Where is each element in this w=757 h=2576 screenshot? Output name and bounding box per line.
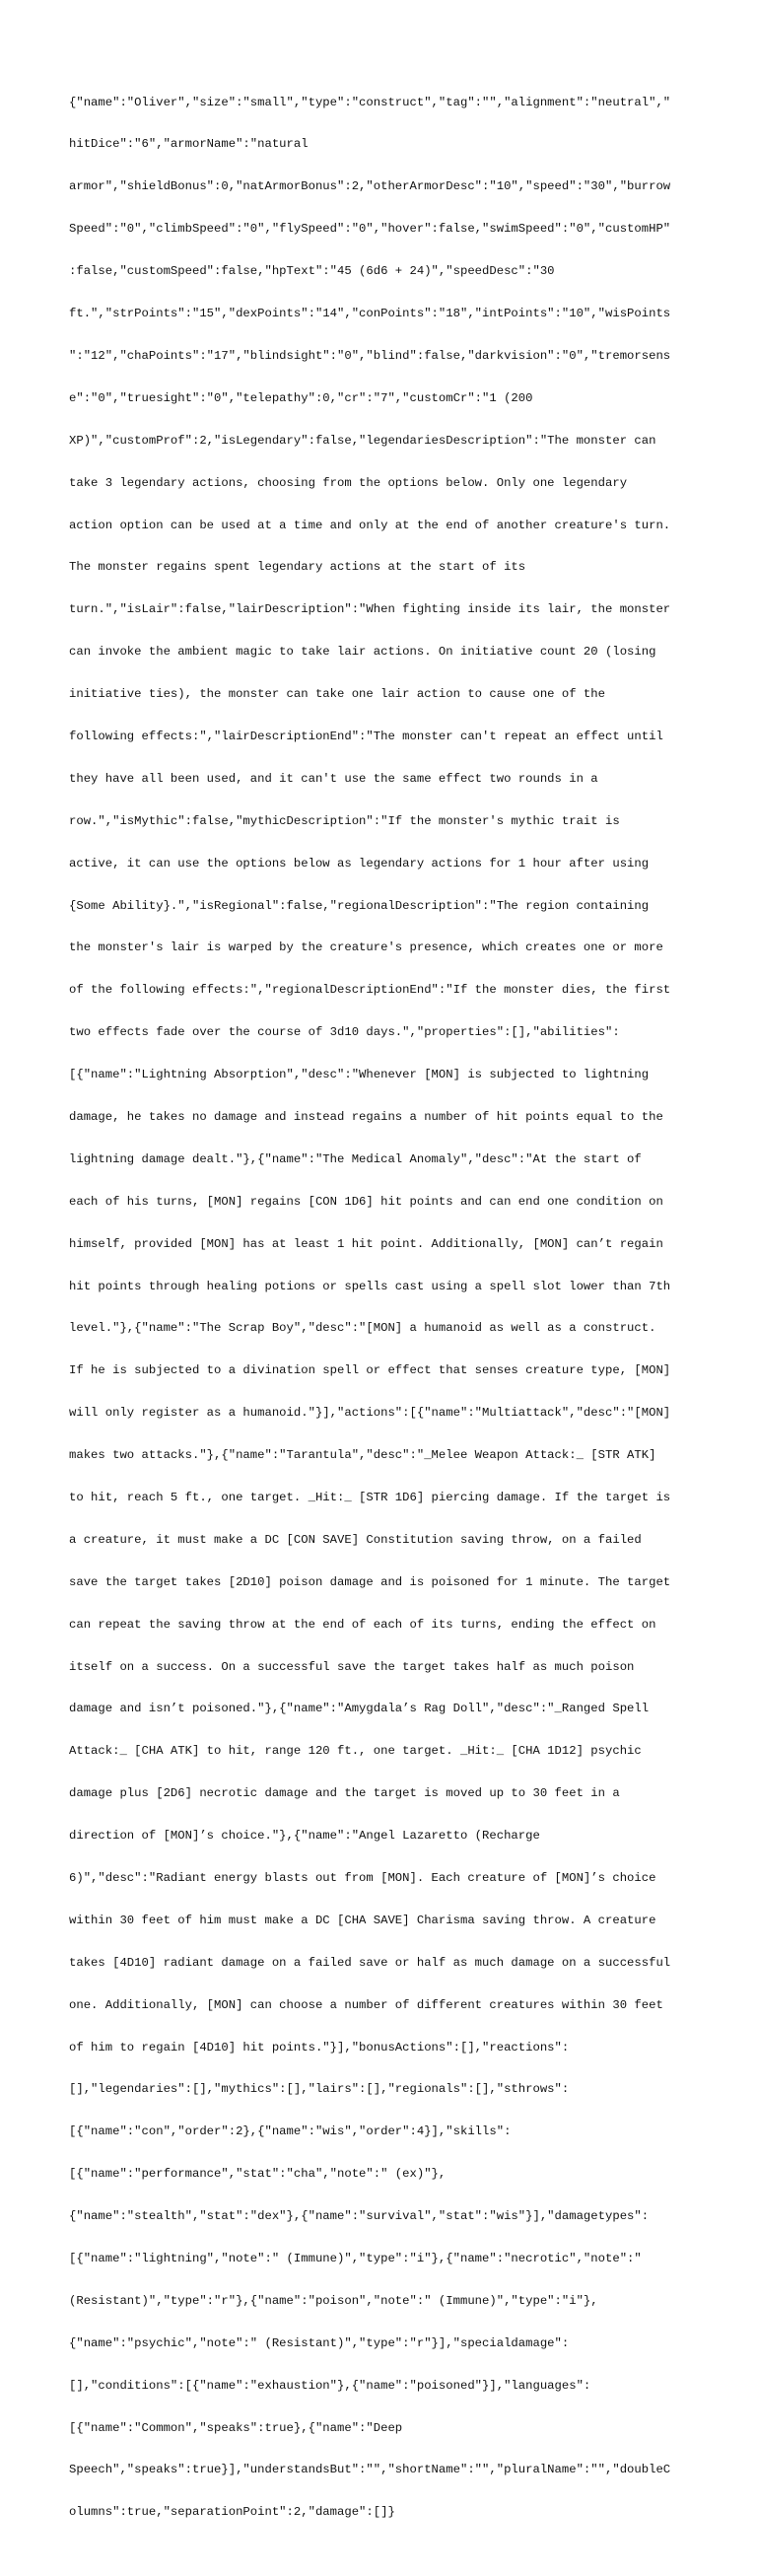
- text-line: to hit, reach 5 ft., one target. _Hit:_ [STR 1D6] piercing damage. If the target is: [69, 1490, 671, 1504]
- text-line: hitDice":"6","armorName":"natural: [69, 137, 309, 152]
- text-line: makes two attacks."},{"name":"Tarantula","desc":"_Melee Weapon Attack:_ [STR ATK]: [69, 1448, 656, 1463]
- text-line: a creature, it must make a DC [CON SAVE] Constitution saving throw, on a failed: [69, 1532, 642, 1547]
- text-line: Speech","speaks":true}],"understandsBut":"","shortName":"","pluralName":"","doubleC: [69, 2463, 671, 2477]
- text-line: row.","isMythic":false,"mythicDescription":"If the monster's mythic trait is: [69, 813, 620, 828]
- text-line: {Some Ability}.","isRegional":false,"regionalDescription":"The region containing: [69, 898, 650, 913]
- text-line: [],"conditions":[{"name":"exhaustion"},{"name":"poisoned"}],"languages":: [69, 2378, 591, 2393]
- text-line: (Resistant)","type":"r"},{"name":"poison","note":" (Immune)","type":"i"},: [69, 2293, 598, 2308]
- text-line: armor","shieldBonus":0,"natArmorBonus":2,"otherArmorDesc":"10","speed":"30","burrow: [69, 179, 671, 194]
- text-line: e":"0","truesight":"0","telepathy":0,"cr":"7","customCr":"1 (200: [69, 390, 533, 405]
- text-line: active, it can use the options below as legendary actions for 1 hour after using: [69, 856, 650, 870]
- text-line: olumns":true,"separationPoint":2,"damage":[]}: [69, 2505, 395, 2520]
- text-line: [{"name":"con","order":2},{"name":"wis","order":4}],"skills":: [69, 2124, 512, 2139]
- text-line: damage plus [2D6] necrotic damage and the target is moved up to 30 feet in a: [69, 1786, 620, 1801]
- text-line: of him to regain [4D10] hit points."}],"bonusActions":[],"reactions":: [69, 2040, 570, 2054]
- text-line: save the target takes [2D10] poison damage and is poisoned for 1 minute. The target: [69, 1574, 671, 1589]
- text-line: [69, 2547, 692, 2561]
- text-line: hit points through healing potions or spells cast using a spell slot lower than 7th: [69, 1279, 671, 1293]
- text-line: {"name":"stealth","stat":"dex"},{"name":"survival","stat":"wis"}],"damagetypes":: [69, 2209, 650, 2224]
- text-line: level."},{"name":"The Scrap Boy","desc":"[MON] a humanoid as well as a construct.: [69, 1321, 656, 1336]
- text-line: Attack:_ [CHA ATK] to hit, range 120 ft., one target. _Hit:_ [CHA 1D12] psychic: [69, 1744, 642, 1759]
- text-line: ":"12","chaPoints":"17","blindsight":"0","blind":false,"darkvision":"0","tremorsens: [69, 348, 671, 363]
- text-line: :false,"customSpeed":false,"hpText":"45 (6d6 + 24)","speedDesc":"30: [69, 264, 555, 279]
- text-line: direction of [MON]’s choice."},{"name":"Angel Lazaretto (Recharge: [69, 1829, 540, 1844]
- text-line: will only register as a humanoid."}],"actions":[{"name":"Multiattack","desc":"[MON]: [69, 1406, 671, 1421]
- text-line: action option can be used at a time and only at the end of another creature's turn.: [69, 518, 671, 532]
- text-line: {"name":"Oliver","size":"small","type":"construct","tag":"","alignment":"neutral",": [69, 95, 671, 109]
- text-line: [],"legendaries":[],"mythics":[],"lairs":[],"regionals":[],"sthrows":: [69, 2082, 570, 2097]
- text-line: 6)","desc":"Radiant energy blasts out from [MON]. Each creature of [MON]’s choice: [69, 1871, 656, 1885]
- text-line: initiative ties), the monster can take one lair action to cause one of the: [69, 687, 605, 702]
- text-line: [{"name":"Common","speaks":true},{"name":"Deep: [69, 2420, 403, 2435]
- text-line: take 3 legendary actions, choosing from the options below. Only one legendary: [69, 475, 628, 490]
- document-body: [69, 67, 692, 2576]
- text-line: of the following effects:","regionalDescriptionEnd":"If the monster dies, the first: [69, 983, 671, 998]
- text-line: XP)","customProf":2,"isLegendary":false,"legendariesDescription":"The monster can: [69, 433, 656, 448]
- text-line: one. Additionally, [MON] can choose a number of different creatures within 30 feet: [69, 1997, 663, 2012]
- text-line: within 30 feet of him must make a DC [CHA SAVE] Charisma saving throw. A creature: [69, 1913, 656, 1927]
- text-line: itself on a success. On a successful save the target takes half as much poison: [69, 1659, 635, 1674]
- text-line: himself, provided [MON] has at least 1 hit point. Additionally, [MON] can’t regain: [69, 1236, 663, 1251]
- text-line: damage, he takes no damage and instead regains a number of hit points equal to the: [69, 1109, 663, 1124]
- text-line: following effects:","lairDescriptionEnd":"The monster can't repeat an effect until: [69, 729, 663, 743]
- text-line: they have all been used, and it can't use the same effect two rounds in a: [69, 771, 598, 786]
- text-line: turn.","isLair":false,"lairDescription":"When fighting inside its lair, the monster: [69, 602, 671, 617]
- text-line: two effects fade over the course of 3d10 days.","properties":[],"abilities":: [69, 1025, 620, 1040]
- text-line: Speed":"0","climbSpeed":"0","flySpeed":"0","hover":false,"swimSpeed":"0","customHP": [69, 222, 671, 237]
- text-line: If he is subjected to a divination spell or effect that senses creature type, [MON]: [69, 1363, 671, 1378]
- text-line: [{"name":"Lightning Absorption","desc":"Whenever [MON] is subjected to lightning: [69, 1068, 650, 1082]
- text-line: {"name":"psychic","note":" (Resistant)","type":"r"}],"specialdamage":: [69, 2335, 570, 2350]
- text-line: [{"name":"lightning","note":" (Immune)","type":"i"},{"name":"necrotic","note":": [69, 2252, 642, 2266]
- text-line: the monster's lair is warped by the creature's presence, which creates one or more: [69, 940, 663, 955]
- text-line: lightning damage dealt."},{"name":"The Medical Anomaly","desc":"At the start of: [69, 1151, 642, 1166]
- text-line: each of his turns, [MON] regains [CON 1D6] hit points and can end one condition on: [69, 1194, 663, 1209]
- text-line: can invoke the ambient magic to take lair actions. On initiative count 20 (losing: [69, 645, 656, 660]
- text-line: takes [4D10] radiant damage on a failed save or half as much damage on a successful: [69, 1955, 671, 1970]
- text-line: can repeat the saving throw at the end of each of its turns, ending the effect on: [69, 1617, 656, 1632]
- text-line: The monster regains spent legendary actions at the start of its: [69, 560, 526, 575]
- text-line: damage and isn’t poisoned."},{"name":"Amygdala’s Rag Doll","desc":"_Ranged Spell: [69, 1702, 650, 1716]
- text-line: [{"name":"performance","stat":"cha","note":" (ex)"},: [69, 2167, 447, 2182]
- text-line: ft.","strPoints":"15","dexPoints":"14","conPoints":"18","intPoints":"10","wisPoints: [69, 307, 671, 321]
